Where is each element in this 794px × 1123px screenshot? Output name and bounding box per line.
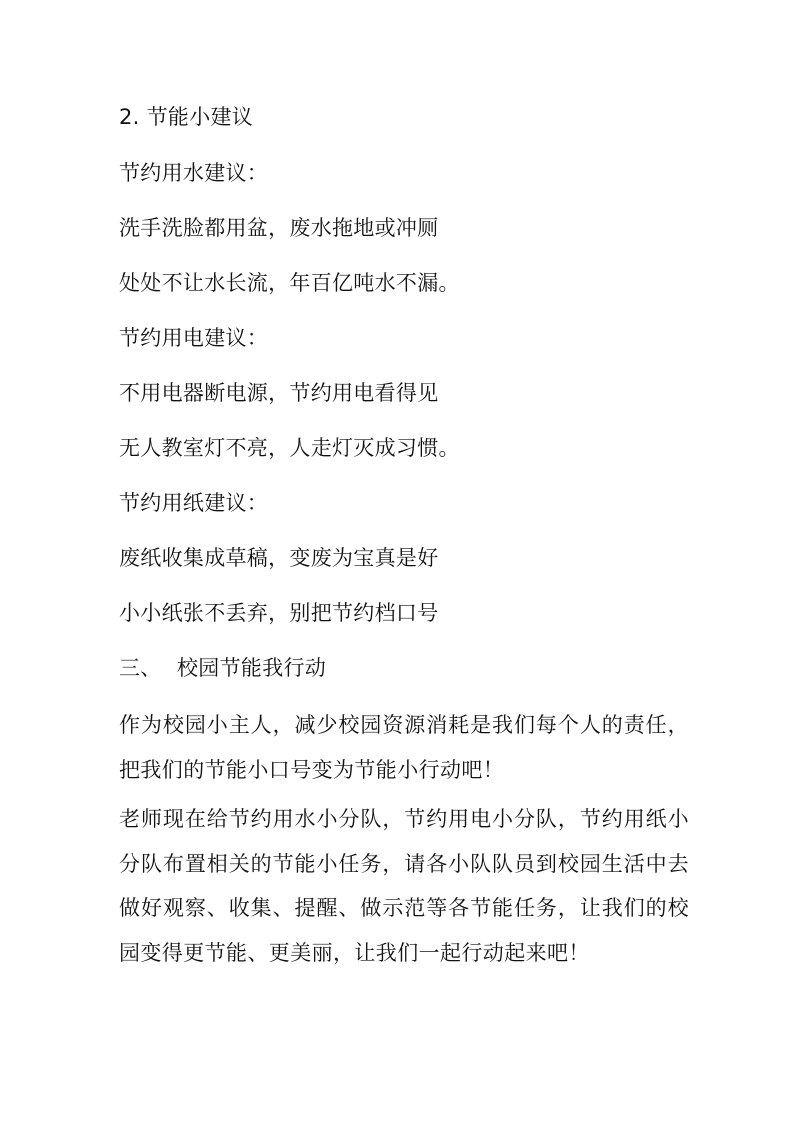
- paper-saving-line-2: 小小纸张不丢弃，别把节约档口号: [119, 601, 439, 625]
- water-saving-title: 节约用水建议：: [119, 161, 269, 185]
- electricity-saving-line-1: 不用电器断电源，节约用电看得见: [119, 381, 439, 405]
- water-saving-line-1: 洗手洗脸都用盆，废水拖地或冲厕: [119, 216, 439, 240]
- paragraph-campus-owner: 作为校园小主人，减少校园资源消耗是我们每个人的责任，把我们的节能小口号变为节能小行动吧！: [119, 713, 689, 782]
- section-title: 校园节能我行动: [177, 656, 327, 680]
- paper-saving-title: 节约用纸建议：: [119, 491, 269, 515]
- electricity-saving-line-2: 无人教室灯不亮，人走灯灭成习惯。: [119, 436, 460, 460]
- paragraph-teacher-tasks: 老师现在给节约用水小分队，节约用电小分队，节约用纸小分队布置相关的节能小任务，请各小队队员到校园生活中去做好观察、收集、提醒、做示范等各节能任务，让我们的校园变得更节能、更美丽，让我们一起行动起来吧！: [119, 807, 689, 965]
- section-number: 三、: [119, 656, 162, 680]
- electricity-saving-title: 节约用电建议：: [119, 326, 269, 350]
- section-heading-energy-tips: 2. 节能小建议: [119, 105, 254, 129]
- water-saving-line-2: 处处不让水长流，年百亿吨水不漏。: [119, 271, 460, 295]
- section-heading-campus-action: [119, 653, 326, 683]
- paper-saving-line-1: 废纸收集成草稿，变废为宝真是好: [119, 546, 439, 570]
